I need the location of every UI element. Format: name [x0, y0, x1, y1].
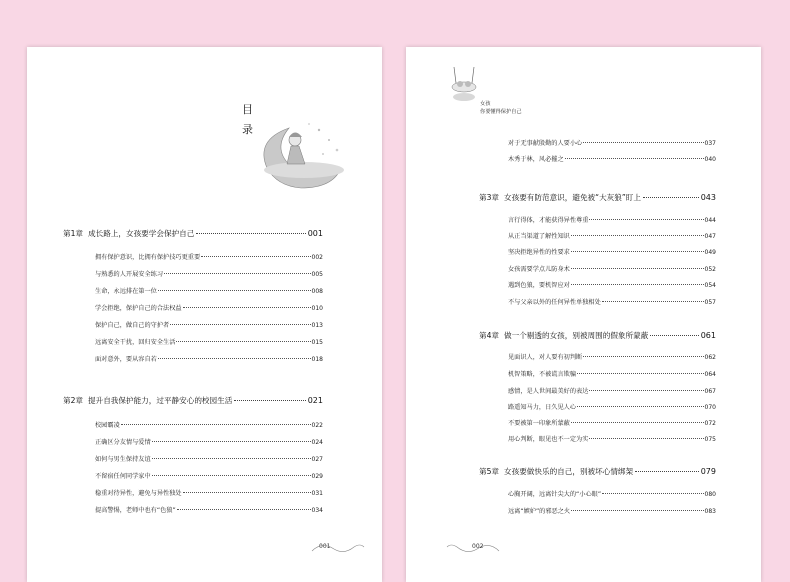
toc-item-page: 054 — [704, 282, 716, 289]
toc-title-char-1: 目 — [242, 103, 253, 116]
leader-dots — [177, 509, 311, 510]
toc-item[interactable] — [95, 438, 323, 447]
toc-item-page: 008 — [311, 288, 323, 295]
leader-dots — [170, 324, 310, 325]
toc-item-title: 提高警惕，老师中也有“色狼” — [95, 507, 176, 514]
toc-item-page: 031 — [311, 490, 323, 497]
leader-dots — [164, 273, 310, 274]
chapter-2-entry[interactable] — [63, 396, 323, 406]
leader-dots — [571, 268, 704, 269]
toc-item-page: 034 — [311, 507, 323, 514]
toc-item-page: 047 — [704, 233, 716, 240]
toc-item-title: 机智策略，不被谎言欺骗 — [508, 371, 577, 378]
leader-dots — [583, 356, 703, 357]
toc-item-page: 064 — [704, 371, 716, 378]
page-number: 001 — [319, 543, 331, 550]
leader-dots — [571, 510, 703, 511]
toc-item-page: 067 — [704, 388, 716, 395]
toc-item[interactable] — [508, 419, 716, 428]
toc-item-title: 从正当渠道了解性知识 — [508, 233, 570, 240]
toc-title-char-2: 录 — [242, 123, 253, 136]
toc-item-title: 见面识人，对人要有初判断 — [508, 354, 583, 361]
leader-dots — [152, 458, 311, 459]
chapter-number: 第2章 — [63, 396, 84, 405]
toc-item-page: 002 — [311, 254, 323, 261]
chapter-3-entry[interactable] — [479, 193, 716, 203]
toc-item[interactable] — [95, 304, 323, 313]
toc-item[interactable] — [508, 435, 716, 444]
toc-item-page: 044 — [704, 217, 716, 224]
right-page — [406, 47, 761, 582]
toc-item-page: 072 — [704, 420, 716, 427]
toc-item[interactable] — [95, 472, 323, 481]
toc-item-page: 015 — [311, 339, 323, 346]
leader-dots — [602, 301, 704, 302]
leader-dots — [152, 441, 311, 442]
chapter-page: 061 — [700, 331, 716, 340]
toc-item-page: 049 — [704, 249, 716, 256]
chapter-page: 021 — [307, 396, 323, 405]
toc-item-page: 022 — [311, 422, 323, 429]
leader-dots — [583, 142, 703, 143]
toc-item-title: 学会拒绝，保护自己的合法权益 — [95, 305, 182, 312]
leader-dots — [635, 471, 699, 472]
toc-item-title: 不要被第一印象所蒙蔽 — [508, 420, 570, 427]
toc-item-title: 不与父亲以外的任何异性单独相处 — [508, 299, 601, 306]
leader-dots — [602, 493, 704, 494]
toc-item-title: 心胸开阔，远离针尖大的“小心眼” — [508, 491, 602, 498]
toc-item[interactable] — [95, 421, 323, 430]
leader-dots — [571, 251, 704, 252]
toc-item-page: 062 — [704, 354, 716, 361]
toc-item[interactable] — [95, 287, 323, 296]
toc-item-page: 037 — [704, 140, 716, 147]
toc-item-page: 080 — [704, 491, 716, 498]
leader-dots — [571, 422, 704, 423]
toc-item[interactable] — [95, 321, 323, 330]
toc-item[interactable] — [508, 353, 716, 362]
chapter-title: 成长路上，女孩要学会保护自己 — [88, 229, 195, 238]
toc-item[interactable] — [508, 232, 716, 241]
header-line-2: 你要懂得保护自己 — [480, 109, 522, 115]
leader-dots — [183, 307, 311, 308]
chapter-4-entry[interactable] — [479, 331, 716, 341]
toc-item-page: 040 — [704, 156, 716, 163]
toc-item-page: 018 — [311, 356, 323, 363]
header-line-1: 女孩 — [480, 101, 491, 107]
toc-item-title: 生命，永远排在第一位 — [95, 288, 157, 295]
toc-item-title: 言行得体，才能获得异性尊重 — [508, 217, 589, 224]
toc-item-page: 027 — [311, 456, 323, 463]
leader-dots — [565, 158, 704, 159]
toc-item[interactable] — [508, 248, 716, 257]
toc-item-page: 075 — [704, 436, 716, 443]
toc-item[interactable] — [95, 253, 323, 262]
toc-item[interactable] — [508, 507, 716, 516]
toc-item[interactable] — [508, 387, 716, 396]
toc-item[interactable] — [508, 265, 716, 274]
chapter-5-entry[interactable] — [479, 467, 716, 477]
chapter-number: 第3章 — [479, 193, 500, 202]
toc-item[interactable] — [508, 155, 716, 164]
toc-item-page: 010 — [311, 305, 323, 312]
toc-item-title: 正确区分友情与爱情 — [95, 439, 151, 446]
toc-item-title: 不留宿任何同学家中 — [95, 473, 151, 480]
toc-item-title: 用心判断，眼见也不一定为实 — [508, 436, 589, 443]
chapter-number: 第5章 — [479, 467, 500, 476]
chapter-title: 女孩要做快乐的自己，别被坏心情绑架 — [504, 467, 634, 476]
leader-dots — [571, 235, 704, 236]
leader-dots — [577, 406, 703, 407]
toc-item-title: 遇到色狼，要机智应对 — [508, 282, 570, 289]
leader-dots — [234, 400, 305, 401]
toc-item[interactable] — [508, 370, 716, 379]
toc-item-page: 083 — [704, 508, 716, 515]
toc-item[interactable] — [95, 338, 323, 347]
toc-item[interactable] — [95, 355, 323, 364]
girl-swing-logo-icon — [448, 67, 480, 103]
toc-item[interactable] — [95, 270, 323, 279]
toc-item-title: 稳重对待异性，避免与异性独处 — [95, 490, 182, 497]
leader-dots — [183, 492, 311, 493]
leader-dots — [158, 290, 311, 291]
leader-dots — [571, 284, 704, 285]
leader-dots — [589, 438, 703, 439]
toc-item-title: 拥有保护意识，比拥有保护技巧更重要 — [95, 254, 201, 261]
toc-item-title: 如何与男生保持友谊 — [95, 456, 151, 463]
folio-swirl-icon — [310, 541, 365, 555]
chapter-number: 第1章 — [63, 229, 84, 238]
toc-item-title: 路遥知马力，日久见人心 — [508, 404, 577, 411]
toc-item[interactable] — [95, 506, 323, 515]
leader-dots — [643, 197, 699, 198]
toc-item-page: 029 — [311, 473, 323, 480]
leader-dots — [152, 475, 311, 476]
chapter-1-entry[interactable] — [63, 229, 323, 239]
chapter-number: 第4章 — [479, 331, 500, 340]
moon-girl-illustration — [249, 110, 359, 190]
toc-item-title: 保护自己，做自己的守护者 — [95, 322, 170, 329]
toc-item-title: 女孩需要学点儿防身术 — [508, 266, 570, 273]
chapter-page: 001 — [307, 229, 323, 238]
toc-item[interactable] — [508, 403, 716, 412]
toc-item-title: 校园霸凌 — [95, 422, 120, 429]
chapter-page: 079 — [700, 467, 716, 476]
toc-item-title: 坚决拒绝异性的性要求 — [508, 249, 570, 256]
chapter-title: 提升自我保护能力，过平静安心的校园生活 — [88, 396, 233, 405]
toc-item[interactable] — [508, 298, 716, 307]
toc-item[interactable] — [508, 139, 716, 148]
leader-dots — [650, 335, 698, 336]
toc-item-page: 052 — [704, 266, 716, 273]
toc-item[interactable] — [95, 455, 323, 464]
toc-item-title: 与熟悉的人开展安全练习 — [95, 271, 164, 278]
toc-item-page: 024 — [311, 439, 323, 446]
left-page — [27, 47, 382, 582]
toc-item[interactable] — [508, 281, 716, 290]
chapter-title: 做一个剔透的女孩，别被周围的假象所蒙蔽 — [504, 331, 649, 340]
toc-item-title: 感情，是人世间最美好的表达 — [508, 388, 589, 395]
leader-dots — [589, 390, 703, 391]
toc-item-page: 005 — [311, 271, 323, 278]
toc-item-title: 面对意外，要从容自若 — [95, 356, 157, 363]
chapter-page: 043 — [700, 193, 716, 202]
leader-dots — [577, 373, 703, 374]
toc-item-title: 远离安全干扰，回归安全生活 — [95, 339, 176, 346]
toc-item-page: 070 — [704, 404, 716, 411]
toc-item[interactable] — [508, 490, 716, 499]
chapter-title: 女孩要有防范意识，避免被“大灰狼”盯上 — [504, 193, 641, 202]
leader-dots — [158, 358, 311, 359]
leader-dots — [201, 256, 310, 257]
leader-dots — [196, 233, 305, 234]
toc-item-title: 远离“嫉妒”的邪恶之火 — [508, 508, 571, 515]
toc-item-page: 013 — [311, 322, 323, 329]
toc-item-page: 057 — [704, 299, 716, 306]
page-number: 002 — [472, 543, 484, 550]
toc-item[interactable] — [508, 216, 716, 225]
toc-item-title: 对于无事献殷勤的人要小心 — [508, 140, 583, 147]
leader-dots — [176, 341, 310, 342]
toc-item[interactable] — [95, 489, 323, 498]
toc-item-title: 木秀于林，风必摧之 — [508, 156, 564, 163]
leader-dots — [589, 219, 703, 220]
leader-dots — [121, 424, 311, 425]
